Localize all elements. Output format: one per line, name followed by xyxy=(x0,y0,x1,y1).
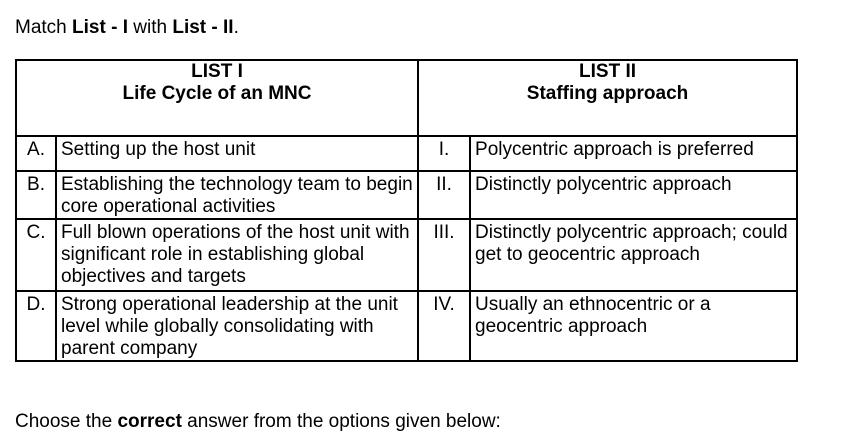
table-row xyxy=(16,171,797,219)
list-1-header xyxy=(16,60,418,136)
right-label: IV. xyxy=(418,291,470,361)
left-label: D. xyxy=(16,291,56,361)
list-1-name: List - I xyxy=(72,17,128,38)
list-2-name: List - II xyxy=(172,17,234,38)
intro-suffix: . xyxy=(233,17,239,38)
table-row xyxy=(16,291,797,361)
right-label: III. xyxy=(418,219,470,291)
table-row xyxy=(16,219,797,291)
list-2-header xyxy=(418,60,797,136)
list-2-subtitle: Staffing approach xyxy=(526,83,689,104)
outro-emphasis: correct xyxy=(117,411,182,432)
left-label: A. xyxy=(16,136,56,171)
list-1-title: LIST I xyxy=(191,61,243,82)
intro-prefix: Match xyxy=(15,17,73,38)
table-row xyxy=(16,136,797,171)
left-text: Strong operational leadership at the unit level while globally consolidating with parent company xyxy=(56,291,418,361)
header-row xyxy=(16,60,797,136)
left-text: Setting up the host unit xyxy=(56,136,418,171)
match-table xyxy=(15,59,798,362)
right-text: Usually an ethnocentric or a geocentric approach xyxy=(470,291,797,361)
left-label: C. xyxy=(16,219,56,291)
outro-suffix: answer from the options given below: xyxy=(181,411,501,432)
outro-prefix: Choose the xyxy=(15,411,118,432)
right-text: Distinctly polycentric approach; could get to geocentric approach xyxy=(470,219,797,291)
left-text: Full blown operations of the host unit with significant role in establishing global objectives and targets xyxy=(56,219,418,291)
right-label: II. xyxy=(418,171,470,219)
list-1-subtitle: Life Cycle of an MNC xyxy=(122,83,312,104)
list-2-title: LIST II xyxy=(579,61,637,82)
question-intro xyxy=(15,17,239,39)
right-label: I. xyxy=(418,136,470,171)
left-text: Establishing the technology team to begin core operational activities xyxy=(56,171,418,219)
right-text: Distinctly polycentric approach xyxy=(470,171,797,219)
right-text: Polycentric approach is preferred xyxy=(470,136,797,171)
intro-middle: with xyxy=(127,17,173,38)
left-label: B. xyxy=(16,171,56,219)
answer-instruction xyxy=(15,411,501,433)
